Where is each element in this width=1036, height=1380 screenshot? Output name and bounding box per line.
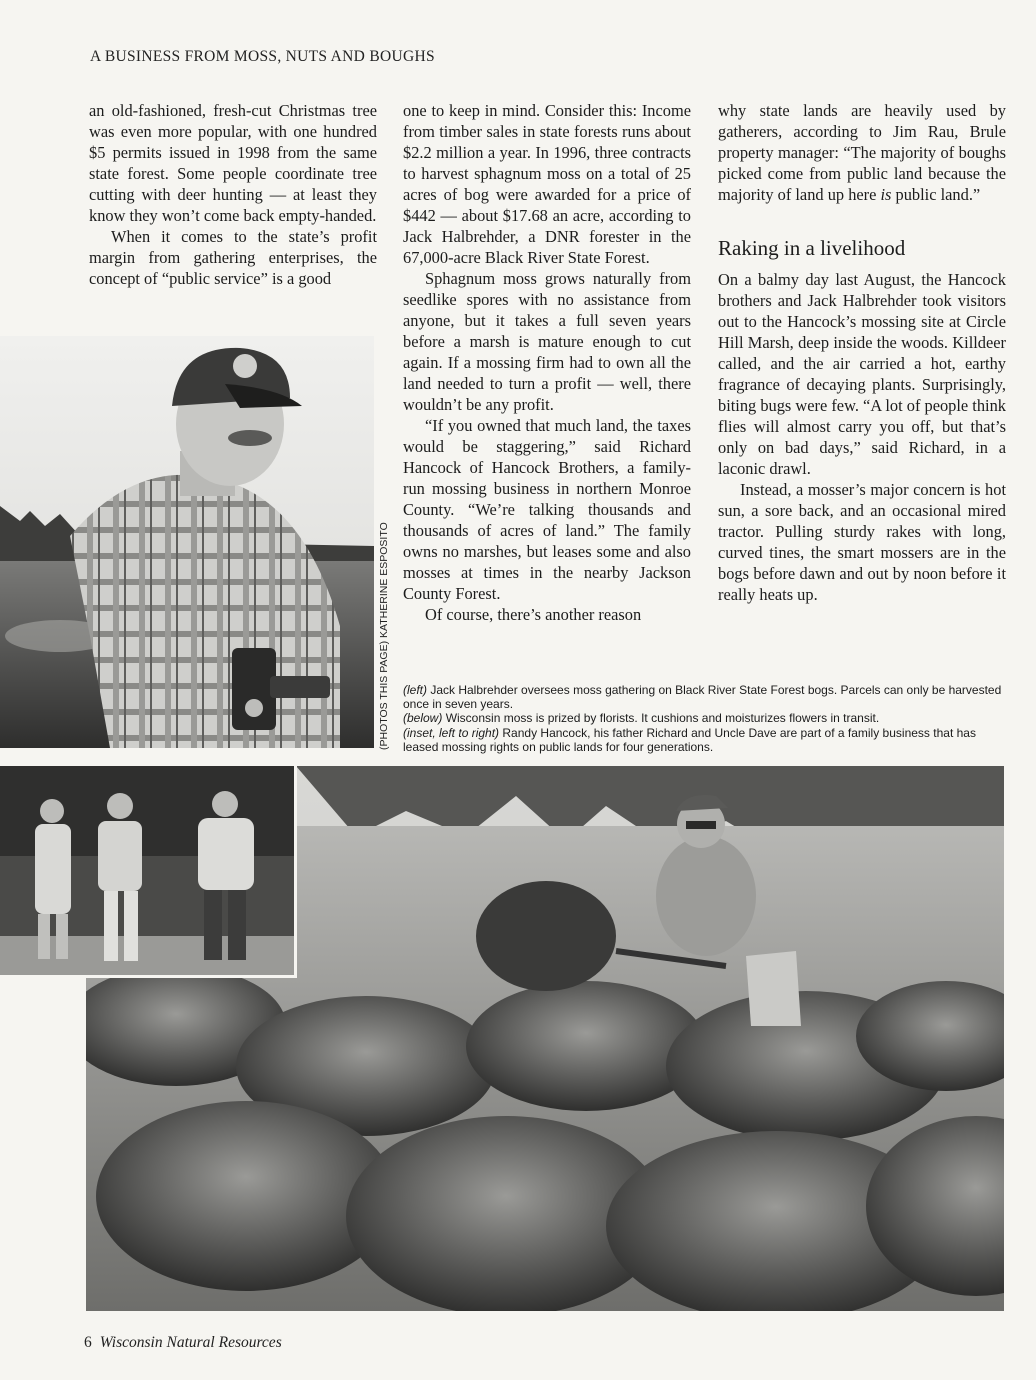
photo-captions [403, 683, 1003, 754]
caption-left: (left) Jack Halbrehder oversees moss gathering on Black River State Forest bogs. Parcels can only be harvested once in seven years. [403, 683, 1002, 712]
running-head: A BUSINESS FROM MOSS, NUTS AND BOUGHS [90, 48, 435, 65]
col1-paragraph-2: When it comes to the state’s profit margin from gathering enterprises, the concept of “public service” is a good [89, 227, 377, 288]
caption-inset: (inset, left to right) Randy Hancock, his father Richard and Uncle Dave are part of a family business that has leased mossing rights on public lands for four generations. [403, 725, 976, 754]
page-number: 6 [84, 1334, 92, 1351]
col2-paragraph-3: “If you owned that much land, the taxes would be staggering,” said Richard Hancock of Hancock Brothers, a family-run mossing business in northern Monroe County. “We’re talking thousands and thousands of acres of land.” The family owns no marshes, but leases some and also mosses at times in the nearby Jackson County Forest. [403, 416, 691, 603]
column-2 [403, 100, 691, 625]
column-1 [89, 100, 377, 289]
col3-paragraph-1: why state lands are heavily used by gatherers, according to Jim Rau, Brule property manager: “The majority of boughs picked come from public land because the majority of land up here is public land.” [718, 101, 1006, 204]
magazine-name: Wisconsin Natural Resources [99, 1334, 282, 1351]
col2-paragraph-4: Of course, there’s another reason [425, 605, 642, 624]
col3-paragraph-3: Instead, a mosser’s major concern is hot sun, a sore back, and an occasional mired tractor. Pulling sturdy rakes with long, curved tines, the smart mossers are in the bogs before dawn and out by noon before it really heats up. [718, 480, 1006, 604]
page-footer [84, 1334, 282, 1352]
section-subhead: Raking in a livelihood [718, 236, 906, 260]
caption-below: (below) Wisconsin moss is prized by florists. It cushions and moisturizes flowers in transit. [403, 711, 880, 726]
col2-paragraph-2: Sphagnum moss grows naturally from seedlike spores with no assistance from anyone, but it takes a full seven years before a marsh is mature enough to cut again. If a mossing firm had to own all the land needed to turn a profit — well, there wouldn’t be any profit. [403, 269, 691, 414]
col1-paragraph-1: an old-fashioned, fresh-cut Christmas tree was even more popular, with one hundred $5 permits issued in 1998 from the same state forest. Some people coordinate tree cutting with deer hunting — at least they know they won’t come back empty-handed. [89, 101, 377, 225]
column-3 [718, 100, 1006, 605]
photo-forester-portrait [0, 336, 374, 748]
photo-inset-family [0, 766, 297, 978]
photo-credit: (PHOTOS THIS PAGE) KATHERINE ESPOSITO [378, 522, 390, 750]
col3-paragraph-2: On a balmy day last August, the Hancock brothers and Jack Halbrehder took visitors out to the Hancock’s mossing site at Circle Hill Marsh, deep inside the woods. Killdeer called, and the air carried a hot, earthy fragrance of decaying plants. Surprisingly, biting bugs were few. “A lot of people think flies will almost carry you off, but that’s only on bad days,” said Richard, in a laconic drawl. [718, 270, 1006, 478]
col2-paragraph-1: one to keep in mind. Consider this: Income from timber sales in state forests runs about $2.2 million a year. In 1996, three contracts to harvest sphagnum moss on a total of 25 acres of bog were awarded for a price of $442 — about $17.68 an acre, according to Jack Halbrehder, a DNR forester in the 67,000-acre Black River State Forest. [403, 101, 691, 267]
